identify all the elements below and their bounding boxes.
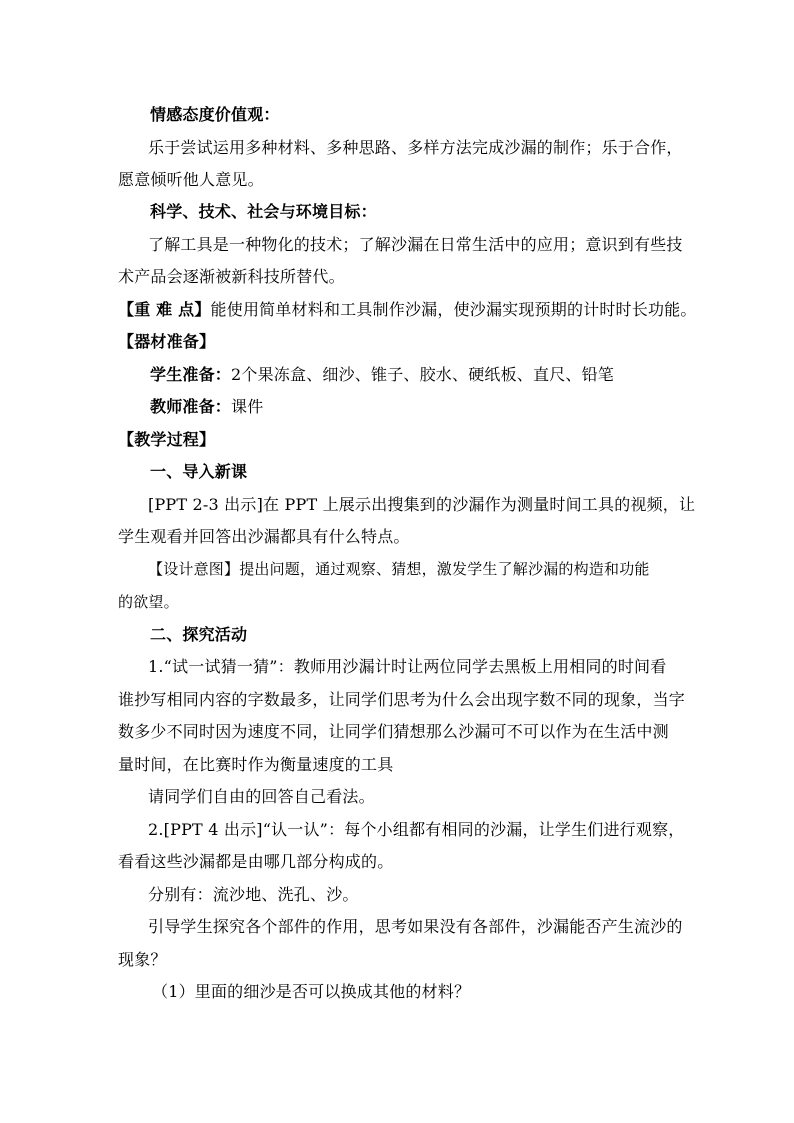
process-heading: 【教学过程】 xyxy=(118,430,216,449)
paragraph-line: 量时间，在比赛时作为衡量速度的工具 xyxy=(118,755,394,774)
paragraph-line: 了解工具是一种物化的技术；了解沙漏在日常生活中的应用；意识到有些技 xyxy=(148,235,683,254)
paragraph-line: 1.“试一试猜一猜”：教师用沙漏计时让两位同学去黑板上用相同的时间看 xyxy=(148,657,667,676)
paragraph-line: 请同学们自由的回答自己看法。 xyxy=(148,787,375,806)
paragraph-line: 乐于尝试运用多种材料、多种思路、多样方法完成沙漏的制作；乐于合作， xyxy=(148,138,683,157)
materials-heading: 【器材准备】 xyxy=(118,332,216,351)
paragraph-line: 数多少不同时因为速度不同，让同学们猜想那么沙漏可不可以作为在生活中测 xyxy=(118,722,669,741)
key-points-line xyxy=(118,299,697,321)
paragraph-line: 术产品会逐渐被新科技所替代。 xyxy=(118,267,345,286)
paragraph-line: 学生观看并回答出沙漏都具有什么特点。 xyxy=(118,527,410,546)
student-materials-text: 2个果冻盒、细沙、锥子、胶水、硬纸板、直尺、铅笔 xyxy=(231,365,614,384)
paragraph-line: 引导学生探究各个部件的作用，思考如果没有各部件，沙漏能否产生流沙的 xyxy=(148,917,683,936)
section-heading-attitude: 情感态度价值观： xyxy=(150,105,280,124)
student-materials-label: 学生准备： xyxy=(150,365,232,384)
paragraph-line: 现象？ xyxy=(118,950,167,969)
key-points-label: 【重 难 点】 xyxy=(118,300,211,319)
paragraph-line: 看看这些沙漏都是由哪几部分构成的。 xyxy=(118,852,394,871)
part1-heading: 一、导入新课 xyxy=(150,462,248,481)
paragraph-line: 2.[PPT 4 出示]“认一认”：每个小组都有相同的沙漏，让学生们进行观察， xyxy=(148,820,685,839)
teacher-materials-text: 课件 xyxy=(231,397,264,416)
design-intent-line: 的欲望。 xyxy=(118,593,179,611)
paragraph-line: 分别有：流沙地、洗孔、沙。 xyxy=(148,885,359,904)
teacher-materials-label: 教师准备： xyxy=(150,397,232,416)
section-heading-science: 科学、技术、社会与环境目标： xyxy=(150,202,377,221)
design-intent-line: 【设计意图】提出问题，通过观察、猜想，激发学生了解沙漏的构造和功能 xyxy=(148,560,650,578)
part2-heading: 二、探究活动 xyxy=(150,625,248,644)
key-points-text: 能使用简单材料和工具制作沙漏，使沙漏实现预期的计时时长功能。 xyxy=(210,300,697,319)
question-line: （1）里面的细沙是否可以换成其他的材料？ xyxy=(152,982,471,1001)
paragraph-line: [PPT 2-3 出示]在 PPT 上展示出搜集到的沙漏作为测量时间工具的视频，让 xyxy=(148,495,696,514)
paragraph-line: 愿意倾听他人意见。 xyxy=(118,170,264,189)
paragraph-line: 谁抄写相同内容的字数最多，让同学们思考为什么会出现字数不同的现象，当字 xyxy=(118,690,686,709)
student-materials-line xyxy=(150,364,614,386)
teacher-materials-line xyxy=(150,396,263,418)
